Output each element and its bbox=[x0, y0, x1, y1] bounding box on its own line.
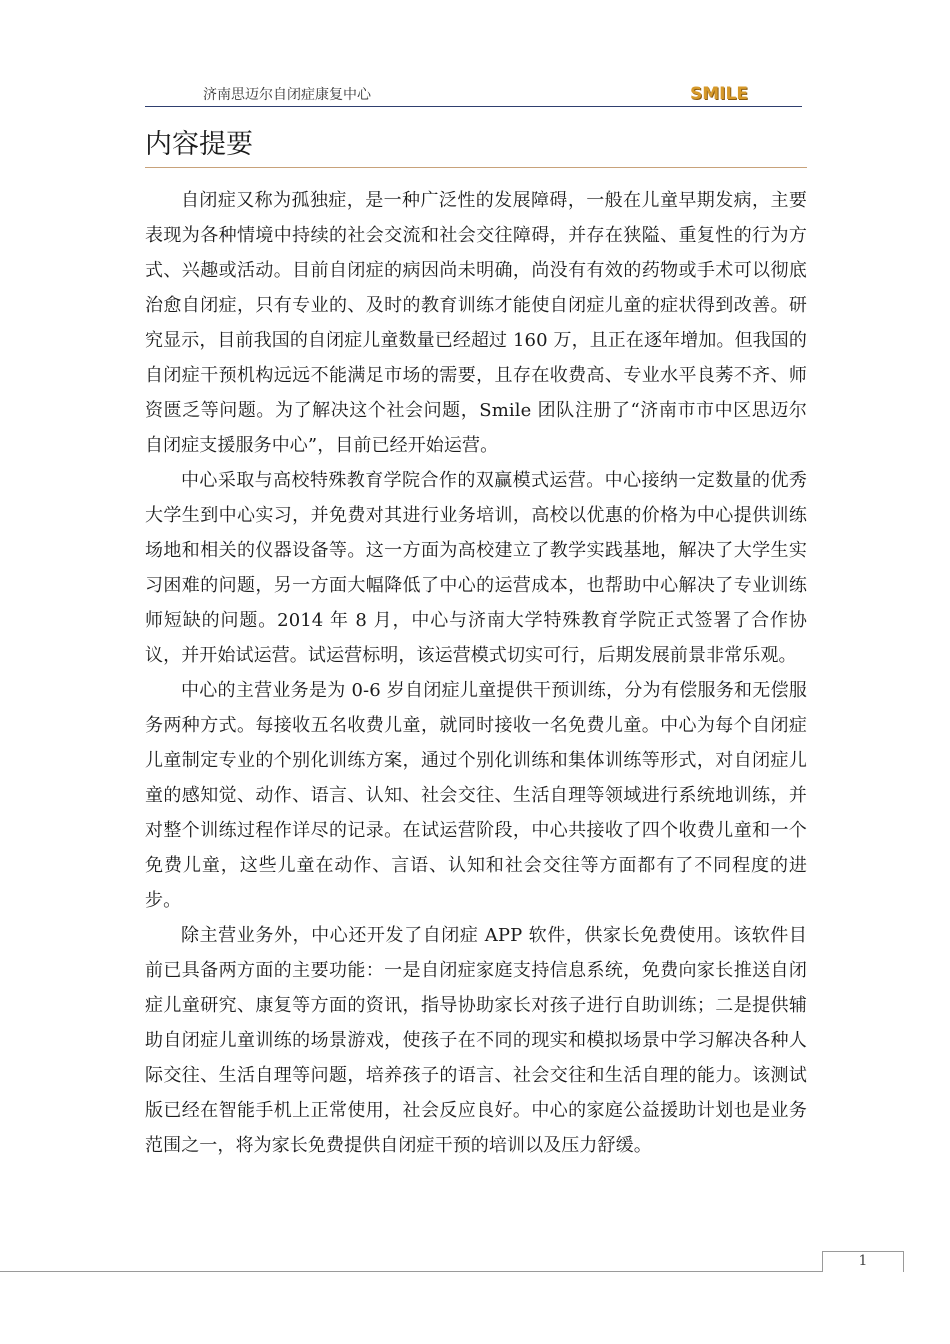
footer-divider bbox=[0, 1271, 822, 1272]
page-number: 1 bbox=[858, 1253, 868, 1269]
title-divider bbox=[145, 167, 807, 168]
paragraph-3: 中心的主营业务是为 0-6 岁自闭症儿童提供干预训练，分为有偿服务和无偿服务两种方式。每接收五名收费儿童，就同时接收一名免费儿童。中心为每个自闭症儿童制定专业的个别化训练方案，通过个别化训练和集体训练等形式，对自闭症儿童的感知觉、动作、语言、认知、社会交往、生活自理等领域进行系统地训练，并对整个训练过程作详尽的记录。在试运营阶段，中心共接收了四个收费儿童和一个免费儿童，这些儿童在动作、言语、认知和社会交往等方面都有了不同程度的进步。 bbox=[145, 680, 807, 911]
header-text: 济南思迈尔自闭症康复中心 bbox=[203, 87, 371, 103]
page-header bbox=[145, 80, 802, 107]
paragraph-1: 自闭症又称为孤独症，是一种广泛性的发展障碍，一般在儿童早期发病，主要表现为各种情境中持续的社会交流和社会交往障碍，并存在狭隘、重复性的行为方式、兴趣或活动。目前自闭症的病因尚未明确，尚没有有效的药物或手术可以彻底治愈自闭症，只有专业的、及时的教育训练才能使自闭症儿童的症状得到改善。研究显示，目前我国的自闭症儿童数量已经超过 160 万，且正在逐年增加。但我国的自闭症干预机构远远不能满足市场的需要，且存在收费高、专业水平良莠不齐、师资匮乏等问题。为了解决这个社会问题，Smile 团队注册了“济南市市中区思迈尔自闭症支援服务中心”，目前已经开始运营。 bbox=[145, 190, 807, 456]
page-number-box bbox=[822, 1251, 904, 1272]
paragraph-4: 除主营业务外，中心还开发了自闭症 APP 软件，供家长免费使用。该软件目前已具备两方面的主要功能：一是自闭症家庭支持信息系统，免费向家长推送自闭症儿童研究、康复等方面的资讯，指导协助家长对孩子进行自助训练；二是提供辅助自闭症儿童训练的场景游戏，使孩子在不同的现实和模拟场景中学习解决各种人际交往、生活自理等问题，培养孩子的语言、社会交往和生活自理的能力。该测试版已经在智能手机上正常使用，社会反应良好。中心的家庭公益援助计划也是业务范围之一，将为家长免费提供自闭症干预的培训以及压力舒缓。 bbox=[145, 925, 807, 1156]
smile-logo: SMILE bbox=[690, 84, 748, 104]
page-title: 内容提要 bbox=[145, 129, 253, 160]
paragraph-2: 中心采取与高校特殊教育学院合作的双赢模式运营。中心接纳一定数量的优秀大学生到中心实习，并免费对其进行业务培训，高校以优惠的价格为中心提供训练场地和相关的仪器设备等。这一方面为高校建立了教学实践基地，解决了大学生实习困难的问题，另一方面大幅降低了中心的运营成本，也帮助中心解决了专业训练师短缺的问题。2014 年 8 月，中心与济南大学特殊教育学院正式签署了合作协议，并开始试运营。试运营标明，该运营模式切实可行，后期发展前景非常乐观。 bbox=[145, 470, 807, 666]
body-text bbox=[145, 183, 807, 1163]
